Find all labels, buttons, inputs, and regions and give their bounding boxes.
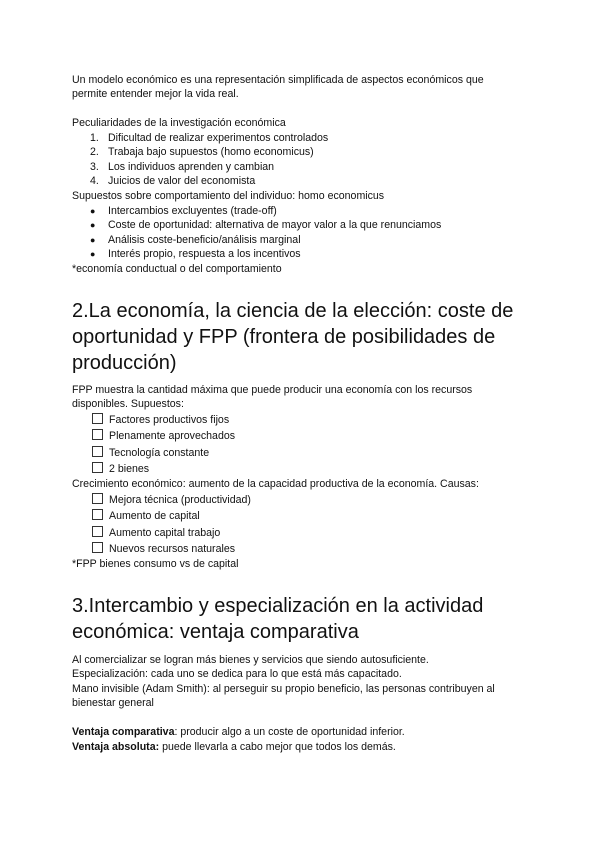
checkbox-icon[interactable] [92, 446, 103, 457]
peculiaridades-title: Peculiaridades de la investigación económica [72, 117, 286, 129]
section-3-paragraph-3-line-1: Mano invisible (Adam Smith): al perseguir su propio beneficio, las personas contribuyen al [72, 683, 495, 695]
ordered-list-item: 2. Trabaja bajo supuestos (homo economicus) [90, 146, 314, 158]
bullet-icon: ● [90, 235, 96, 245]
bullet-list-item: ● Coste de oportunidad: alternativa de mayor valor a la que renunciamos [90, 219, 442, 231]
section-3-heading-line-2: económica: ventaja comparativa [72, 621, 359, 643]
intro-line-1: Un modelo económico es una representación simplificada de aspectos económicos que [72, 74, 484, 86]
section-3-paragraph-3-line-2: bienestar general [72, 697, 154, 709]
fpp-note: *FPP bienes consumo vs de capital [72, 558, 239, 570]
fpp-line-2: disponibles. Supuestos: [72, 398, 184, 410]
checkbox-icon[interactable] [92, 526, 103, 537]
checklist-item: Aumento de capital [92, 508, 200, 524]
bullet-list-item: ● Interés propio, respuesta a los incentivos [90, 248, 301, 260]
checklist-item: Mejora técnica (productividad) [92, 492, 251, 508]
crecimiento-line: Crecimiento económico: aumento de la capacidad productiva de la economía. Causas: [72, 478, 479, 490]
section-3-heading-line-1: 3.Intercambio y especialización en la actividad [72, 595, 484, 617]
ordered-list-item: 1. Dificultad de realizar experimentos controlados [90, 132, 329, 144]
bullet-icon: ● [90, 206, 96, 216]
checklist-item: 2 bienes [92, 461, 149, 477]
section-2-heading-line-1: 2.La economía, la ciencia de la elección: coste de [72, 300, 514, 322]
bullet-list-item: ● Análisis coste-beneficio/análisis marginal [90, 234, 301, 246]
checklist-item: Factores productivos fijos [92, 412, 229, 428]
checklist-item: Aumento capital trabajo [92, 525, 220, 541]
supuestos-note: *economía conductual o del comportamiento [72, 263, 282, 275]
checklist-item: Plenamente aprovechados [92, 428, 235, 444]
section-2-heading-line-3: producción) [72, 352, 177, 374]
checkbox-icon[interactable] [92, 462, 103, 473]
checkbox-icon[interactable] [92, 429, 103, 440]
checklist-item: Tecnología constante [92, 445, 209, 461]
ventaja-absoluta: Ventaja absoluta: puede llevarla a cabo mejor que todos los demás. [72, 741, 396, 753]
intro-line-2: permite entender mejor la vida real. [72, 88, 239, 100]
bullet-list-item: ● Intercambios excluyentes (trade-off) [90, 205, 277, 217]
checkbox-icon[interactable] [92, 413, 103, 424]
fpp-line-1: FPP muestra la cantidad máxima que puede producir una economía con los recursos [72, 384, 473, 396]
checkbox-icon[interactable] [92, 493, 103, 504]
checkbox-icon[interactable] [92, 509, 103, 520]
supuestos-title: Supuestos sobre comportamiento del individuo: homo economicus [72, 190, 385, 202]
section-3-paragraph-2: Especialización: cada uno se dedica para lo que está más capacitado. [72, 668, 402, 680]
checkbox-icon[interactable] [92, 542, 103, 553]
section-2-heading-line-2: oportunidad y FPP (frontera de posibilidades de [72, 326, 496, 348]
ordered-list-item: 3. Los individuos aprenden y cambian [90, 161, 275, 173]
bullet-icon: ● [90, 249, 96, 259]
ordered-list-item: 4. Juicios de valor del economista [90, 175, 256, 187]
section-3-paragraph-1: Al comercializar se logran más bienes y servicios que siendo autosuficiente. [72, 654, 429, 666]
ventaja-comparativa: Ventaja comparativa: producir algo a un coste de oportunidad inferior. [72, 726, 405, 738]
bullet-icon: ● [90, 220, 96, 230]
checklist-item: Nuevos recursos naturales [92, 541, 235, 557]
